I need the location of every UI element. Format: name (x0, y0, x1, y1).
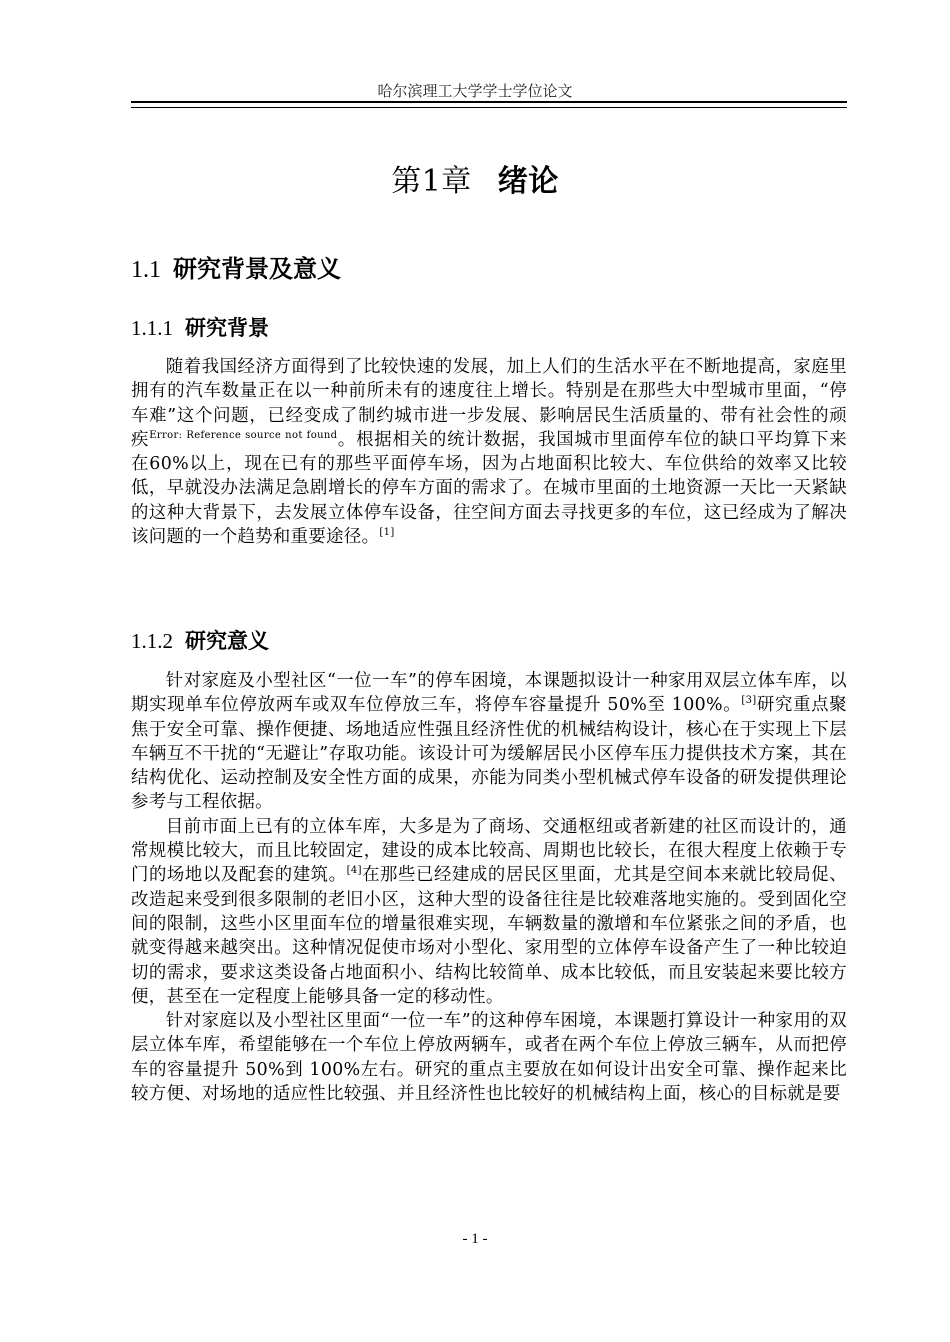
section-heading-1-1-1 (131, 312, 269, 342)
section-title: 研究背景及意义 (173, 255, 341, 283)
running-header: 哈尔滨理工大学学士学位论文 (377, 82, 573, 100)
paragraph-text: 针对家庭及小型社区“一位一车”的停车困境，本课题拟设计一种家用双层立体车库，以期实现单车位停放两车或双车位停放三车，将停车容量提升 50%至 100%。 (131, 671, 847, 716)
chapter-number: 第1章 (391, 164, 472, 199)
body-paragraph (131, 815, 847, 1009)
chapter-name: 绪论 (497, 164, 559, 199)
paragraph-text: 随着我国经济方面得到了比较快速的发展，加上人们的生活水平在不断地提高，家庭里拥有的汽车数量正在以一种前所未有的速度往上增长。特别是在那些大中型城市里面，“停车难”这个问题，已经变成了制约城市进一步发展、影响居民生活质量的、带有社会性的顽疾 (131, 357, 847, 450)
paragraph-text: 研究重点聚焦于安全可靠、操作便捷、场地适应性强且经济性优的机械结构设计，核心在于实现上下层车辆互不干扰的“无避让”存取功能。该设计可为缓解居民小区停车压力提供技术方案，其在结构优化、运动控制及安全性方面的成果，亦能为同类小型机械式停车设备的研发提供理论参考与工程依据。 (131, 695, 847, 813)
section-number: 1.1.1 (131, 316, 173, 340)
background-section-body (131, 355, 847, 549)
citation: [3] (741, 695, 757, 707)
paragraph-text: 在那些已经建成的居民区里面，尤其是空间本来就比较局促、改造起来受到很多限制的老旧小区，这种大型的设备往往是比较难落地实施的。受到固化空间的限制，这些小区里面车位的增量很难实现，车辆数量的激增和车位紧张之间的矛盾，也就变得越来越突出。这种情况促使市场对小型化、家用型的立体停车设备产生了一种比较迫切的需求，要求这类设备占地面积小、结构比较简单、成本比较低，而且安装起来要比较方便，甚至在一定程度上能够具备一定的移动性。 (131, 865, 847, 1007)
section-heading-1-1-2 (131, 625, 269, 655)
paragraph-text: 目前市面上已有的立体车库，大多是为了商场、交通枢纽或者新建的社区而设计的，通常规模比较大，而且比较固定，建设的成本比较高、周期也比较长，在很大程度上依赖于专门的场地以及配套的建筑。 (131, 816, 847, 886)
chapter-title (0, 156, 950, 200)
section-heading-1-1 (131, 249, 341, 284)
section-number: 1.1.2 (131, 629, 173, 653)
reference-error: Error: Reference source not found (149, 429, 338, 441)
body-paragraph (131, 669, 847, 815)
section-title: 研究背景 (185, 316, 269, 340)
section-number: 1.1 (131, 257, 161, 283)
paragraph-text: 针对家庭以及小型社区里面“一位一车”的这种停车困境，本课题打算设计一种家用的双层立体车库，希望能够在一个车位上停放两辆车，或者在两个车位上停放三辆车，从而把停车的容量提升 50%到 100%左右。研究的重点主要放在如何设计出安全可靠、操作起来比较方便、对场地的适应性比较强、并且经济性也比较好的机械结构上面，核心的目标就是要 (131, 1011, 847, 1105)
significance-section-body (131, 669, 847, 1106)
citation: [1] (379, 527, 395, 539)
section-title: 研究意义 (185, 629, 269, 653)
paragraph-text: 。根据相关的统计数据，我国城市里面停车位的缺口平均算下来在60%以上，现在已有的那些平面停车场，因为占地面积比较大、车位供给的效率又比较低，早就没办法满足急剧增长的停车方面的需求了。在城市里面的土地资源一天比一天紧缺的这种大背景下，去发展立体停车设备，往空间方面去寻找更多的车位，这已经成为了解决该问题的一个趋势和重要途径。 (131, 429, 847, 548)
body-paragraph (131, 1009, 847, 1106)
body-paragraph (131, 355, 847, 549)
citation: [4] (346, 865, 362, 877)
header-rule (131, 101, 847, 108)
page-number: - 1 - (462, 1231, 488, 1247)
